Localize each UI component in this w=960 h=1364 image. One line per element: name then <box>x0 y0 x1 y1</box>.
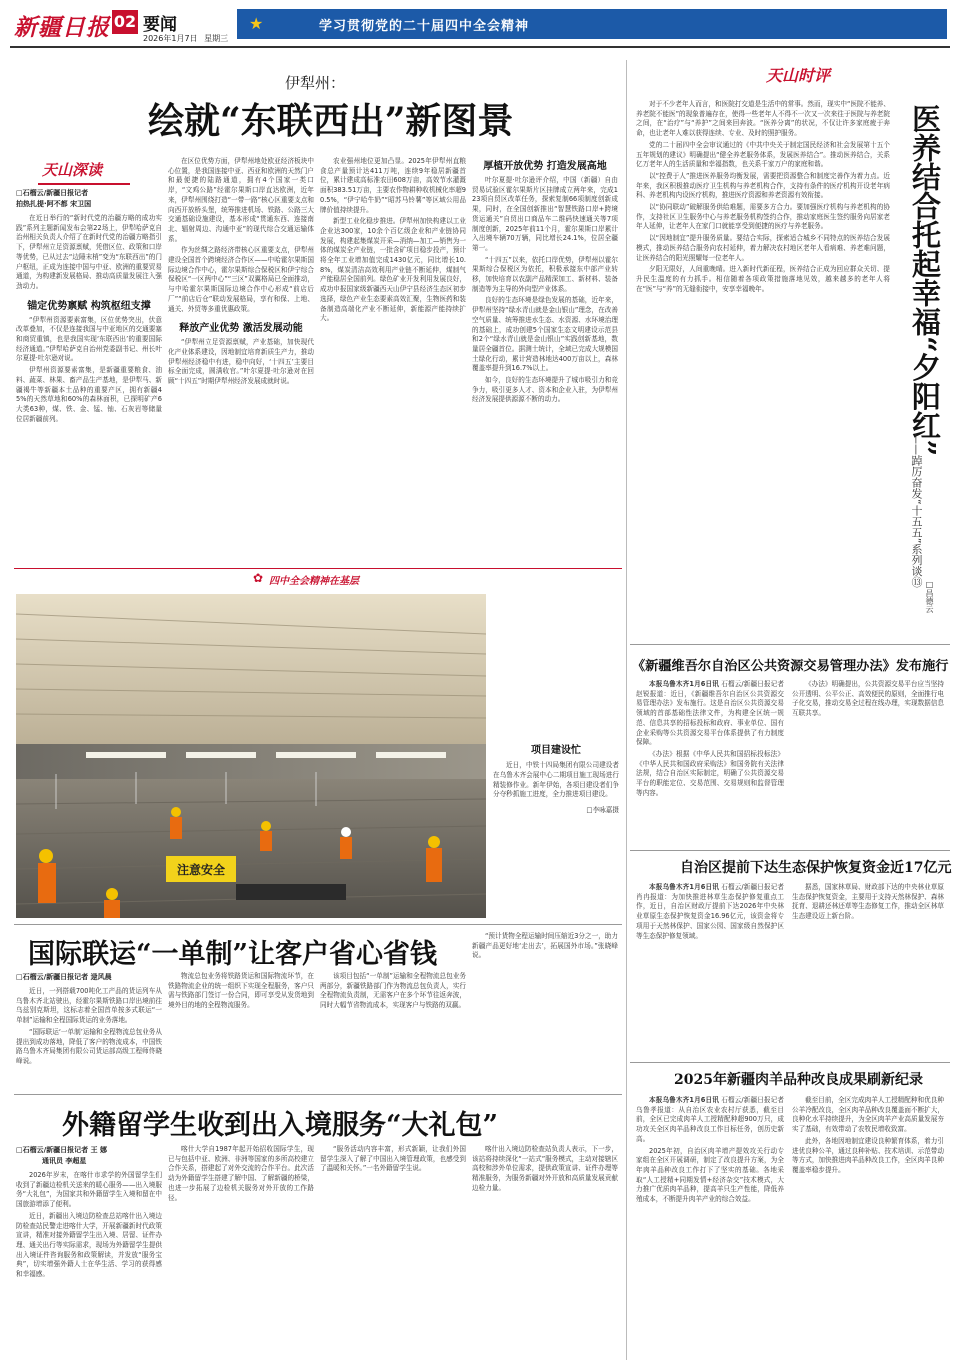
paragraph: 以“控费于人”推进医养服务均衡发展，需要把资源整合和制度完善作为着力点。近年来，我区积极推动医疗卫生机构与养老机构合作，支持有条件的医疗机构开设老年病科、养老机构内设医疗机构，推进医疗资源和养老资源有效衔接。 <box>636 171 890 200</box>
paragraph: 夕阳无限好，人间重晚晴。进入新时代新征程，医养结合正成为回应群众关切、提升民生温度的有力抓手。相信随着各项政策措施落地见效，越来越多的老年人将在“医”与“养”的无缝衔接中，安享幸福晚年。 <box>636 265 890 293</box>
article2-headline: 医养结合托起幸福“夕阳红” <box>908 104 942 457</box>
article6-col1 <box>16 1145 162 1359</box>
paragraph: 截至目前，全区完成肉羊人工授精配种和优良种公羊冷配改良，全区肉羊品种改良覆盖面不断扩大，良种化水平持续提升，为全区肉羊产业高质量发展夯实了基础，有效带动了农牧民增收致富。 <box>792 1096 944 1134</box>
article4-p1: 石榴云/新疆日报记者肖冉报道：为加快推进林草生态保护修复重点工作，近日，自治区财政厅提前下达2026年中央林业草原生态保护恢复资金16.96亿元，该资金将专项用于天然林保护、国家公园、国家级自然保护区等生态保护修复领域。 <box>636 883 784 940</box>
paragraph: 在近日举行的“新时代党的治疆方略的成功实践”系列主题新闻发布会第22场上，伊犁哈萨克自治州相关负责人介绍了在新时代党的治疆方略指引下，伊犁州立足资源禀赋，凭借区位、政策和口岸等优势，已从过去“边陲末梢”变为“东联西出”的门户枢纽，正成为连接中国与中亚、欧洲的重要贸易通道，为构建新发展格局、推动高质量发展注入强劲动力。 <box>16 214 162 290</box>
paragraph: 2025年初，自治区肉羊增产提效攻关行动专家组在全区开展调研，制定了改良提升方案，为全年肉羊品种改良工作打下了坚实的基础。各地采取“人工授精+同期发情+经济杂交”技术模式，大力推广优质肉羊品种，提高羊只生产性能，降低养殖成本，不断提升肉羊产业的综合效益。 <box>636 1146 784 1204</box>
article1-byline1: □石榴云/新疆日报记者 <box>16 189 89 197</box>
article1-col1 <box>16 188 162 548</box>
article2-body <box>636 100 890 640</box>
article5-headline: 国际联运“一单制”让客户省心省钱 <box>28 939 438 970</box>
article2-subtitle: ——踔厉奋发“十五五”系列谈⑬ <box>910 433 923 588</box>
article1-kicker: 伊犁州： <box>285 74 346 92</box>
paragraph: 农业强州地位更加凸显。2025年伊犁州直粮食总产量预计达411万吨，连续9年稳居新疆首位，累计建成高标准农田608万亩，高效节水灌溉面积383.51万亩，主要农作物耕种收机械化率超90.5%，“伊宁哈牛奶”“昭苏马铃薯”等区域公用品牌价值持续提升。 <box>320 157 466 214</box>
theme-banner <box>237 9 947 39</box>
article7-col2 <box>792 1096 944 1358</box>
paragraph: 喀什大学自1987年起开始招收国际学生，现已与包括中亚、欧洲、非洲等国家的多所高校建立合作关系，搭建起了对外交流的合作平台。此次活动为外籍留学生搭建了解中国、了解新疆的桥梁，也进一步拓展了边检机关服务对外开放的工作路径。 <box>168 1145 314 1202</box>
paragraph: 该项目包括“一单制”运输和全程物流总包业务两部分，新疆铁路部门作为物流总包负责人，实行全程物流负责制，无需客户在多个环节往返奔波，同时大幅节省物流成本，实现客户与铁路的双赢。 <box>320 972 466 1010</box>
article1-subheading2: 释放产业优势 激活发展动能 <box>179 323 303 335</box>
masthead <box>0 0 960 60</box>
paragraph: 近日，一列搭载700吨化工产品的货运列车从乌鲁木齐北站驶出，经霍尔果斯铁路口岸出境前往乌兹别克斯坦，这标志着全国首单按多式联运“一单制”运输和全程国际货运的业务落地。 <box>16 987 162 1025</box>
paragraph: “十四五”以来，依托口岸优势，伊犁州以霍尔果斯综合保税区为依托，积极承接东中部产业转移，加快培育以农副产品精深加工、新材料、装备制造等为主导的外向型产业体系。 <box>472 255 618 293</box>
article4-lead: 本报乌鲁木齐1月6日讯 <box>649 883 719 891</box>
paragraph <box>636 1096 784 1145</box>
paragraph: 物流总包业务将铁路货运和国际物流环节，在铁路物流企业的统一组织下实现全程服务，客户只需与铁路部门签订一份合同，即可享受从发货地到境外目的地的全程物流服务。 <box>168 972 314 1010</box>
paragraph: “国际联运‘一单制’运输和全程物流总包业务从提出到成功落地，降低了客户的物流成本，中国铁路乌鲁木齐局集团有限公司货运部高级工程师佟晓峰说。 <box>16 1027 162 1065</box>
article4-col1 <box>636 883 784 1063</box>
paragraph <box>636 680 784 748</box>
paragraph: 《办法》明确提出，公共资源交易平台应当坚持公开透明、公平公正、高效便民的原则，全面推行电子化交易，推动交易全过程在线办理，实现数据信息互联共享。 <box>792 680 944 718</box>
paragraph: “预计货物全程运输时间压缩近3分之一，助力新疆产品更好地‘走出去’，拓展国外市场。”张晓峰说。 <box>472 932 618 960</box>
issue-weekday: 星期三 <box>204 34 229 43</box>
article1-col2 <box>168 157 314 548</box>
article3-p1: 石榴云/新疆日报记者赵锐报道：近日，《新疆维吾尔自治区公共资源交易管理办法》发布施行。这是自治区公共资源交易领域的首部基础性法律文件，为构建全区统一规范、信息共享的招标投标和政府、事业单位、国有企业采购等公共资源交易平台体系提供了有力制度保障。 <box>636 680 784 747</box>
article7-col1 <box>636 1096 784 1358</box>
paragraph: 在区位优势方面，伊犁州地处欧亚经济板块中心位置，是我国连接中亚、西亚和欧洲的天然门户和最便捷的陆路通道，拥有4个国家一类口岸，“文鸡公路”经霍尔果斯口岸直达欧洲，近年来，伊犁州围绕打造“一带一路”核心区重要支点和向西开放桥头堡，统筹推进机场、铁路、公路三大交通基础设施建设，基本形成“贯通东西、连接南北、辐射周边、沟通中亚”的现代综合交通运输体系。 <box>168 157 314 243</box>
paragraph: 《办法》根据《中华人民共和国招标投标法》《中华人民共和国政府采购法》和国务院有关法律法规，结合自治区实际制定，明确了公共资源交易平台的职能定位、交易范围、交易规则和监督管理等内容。 <box>636 749 784 797</box>
paragraph: “服务活动内容丰富，形式新颖，让我们外国留学生深入了解了中国出入境管理政策，也感受到了温暖和关怀。”一名外籍留学生说。 <box>320 1145 466 1173</box>
article5-col4 <box>472 932 618 1090</box>
photo-construction-site <box>16 594 486 918</box>
article5-col1 <box>16 972 162 1090</box>
article6-col3 <box>320 1145 466 1359</box>
article5-col3 <box>320 972 466 1090</box>
paragraph: 对于不少老年人而言，和医院打交道是生活中的常事。然而，现实中“医院不能养、养老院不能医”的现象普遍存在，使得一些老年人不得不一次又一次来往于医院与养老院之间，在“治疗”与“养护”之间来回奔波。“医养分离”的状况，不仅让许多家庭疲于奔命，也让老年人难以获得连续、专业、及时的照护服务。 <box>636 100 890 138</box>
caption-title: 项目建设忙 <box>531 745 581 756</box>
banner-star-icon: ★ <box>249 14 264 33</box>
photo-bottom-rule <box>14 924 622 925</box>
article1-col4 <box>472 157 618 548</box>
section-title: 要闻 <box>143 15 177 35</box>
paragraph: 2026年岁末，在喀什市求学的外国留学生们收到了新疆边检机关送来的暖心服务——出入境服务“大礼包”，为国家共和外籍留学生入境和留在中国旅游增添了便利。 <box>16 1171 162 1209</box>
photo-top-rule <box>14 568 622 569</box>
article2-author: □昌德云 <box>925 580 934 613</box>
article4-col2 <box>792 883 944 1063</box>
issue-date-text: 2026年1月7日 <box>143 34 198 43</box>
section-rule <box>630 644 950 645</box>
article1-subheading1: 锚定优势禀赋 构筑枢纽支撑 <box>27 300 151 312</box>
paragraph: 此外，各地因地制宜建设良种繁育体系，着力引进优良种公羊，通过良种补贴、技术培训、示范带动等方式，加快推进肉羊品种改良工作，全区肉羊良种覆盖率稳步提升。 <box>792 1136 944 1174</box>
paragraph: 如今，良好的生态环境提升了城市吸引力和竞争力，吸引更多人才、资本和企业入驻，为伊犁州经济发展提供源源不断的动力。 <box>472 376 618 404</box>
photo-illustration <box>16 594 486 918</box>
paragraph: “伊犁州立足资源禀赋，产业基础，加快现代化产业体系建设，因地制宜培育新质生产力，推动伊犁州经济稳中有进，稳中向好，‘十四五’主要目标全面完成，圆满收官。”叶尔夏提·吐尔逊对在回顾“十四五”时期伊犁州经济发展成就时说。 <box>168 338 314 386</box>
article3-headline: 《新疆维吾尔自治区公共资源交易管理办法》发布施行 <box>632 659 949 674</box>
paragraph: 新型工业化稳步推进。伊犁州加快构建以工业企业达300家，10余个百亿级企业和产业链协同发展，构建起集煤炭开采—消纳—加工—销售为一体的煤炭全产业链，一批含矿项目稳步投产，预计将全年工业增加值完成1430亿元，同比增长10.8%，煤炭清洁高效利用产业链不断延伸，煤制气产能稳居全国前列。绿色矿业开发利用发展良好，成功申报国家级新疆西天山伊宁县经济生态区初步选择，绿色产业生态要素高效汇聚，生物医药和装备制造高端化产业不断延伸，新能源产能持续扩大。 <box>320 217 466 323</box>
article4-headline: 自治区提前下达生态保护恢复资金近17亿元 <box>680 860 952 876</box>
article3-col1 <box>636 680 784 845</box>
paragraph: 近日，新疆出入境边防检查总站喀什出入境边防检查站民警走进喀什大学，开展新疆新时代政策宣讲，精准对接外籍留学生出入境、居留、证件办理、通关出行等实际需求，现场为外籍留学生提供出入境证件咨询服务和政策解读，并发放“服务宝典”，切实增强外籍人士在华生活、学习的获得感和幸福感。 <box>16 1211 162 1279</box>
masthead-rule <box>10 46 950 48</box>
safety-sign-text: 注意安全 <box>176 863 226 877</box>
banner-text: 学习贯彻党的二十届四中全会精神 <box>319 19 530 34</box>
caption-text: 近日，中铁十四局集团有限公司建设者在乌鲁木齐会展中心二期项目施工现场进行精装修作业。新年伊始，各项目建设者们争分夺秒抓施工进度，全力推进项目建设。 <box>493 761 619 799</box>
column-logo-tianshan-shiping <box>766 61 852 87</box>
article1-byline2: 拍热扎提·阿不都 宋卫国 <box>16 200 92 208</box>
paragraph: 良好的生态环境是绿色发展的基础，近年来，伊犁州坚持“绿水青山就是金山银山”理念，在改善空气质量、统筹推进水生态、水资源、水环境治理的基础上，成功创建5个国家生态文明建设示范县和2个“绿水青山就是金山银山”实践创新基地，数量居全疆首位。据测土统计，全域已完成大规模国土绿化行动，累计营造林地达400万亩以上，森林覆盖率提升到16.7%以上。 <box>472 296 618 373</box>
column-logo-text: 天山深读 <box>42 161 103 179</box>
tag-flower-icon: ✿ <box>253 571 264 585</box>
paragraph: 喀什出入境边防检查站负责人表示，下一步，该站将持续深化“一站式”服务模式，主动对接辖区高校和涉外单位需求，提供政策宣讲、证件办理等精准服务，为服务新疆对外开放和高质量发展贡献边检力量。 <box>472 1145 618 1192</box>
column-logo-tianshan-shendu <box>38 157 130 185</box>
article7-lead: 本报乌鲁木齐1月6日讯 <box>649 1096 719 1104</box>
paragraph: 作为丝绸之路经济带核心区重要支点，伊犁州建设全国首个跨境经济合作区——中哈霍尔果斯国际边境合作中心，霍尔果斯综合保税区和伊宁综合保税区“一区两中心”“三区”双翼格局已全面推动，与中哈霍尔果斯国际边境合作中心形成“前店后厂”“前店后仓”联动发展格局，享有和保、上地、通关、外贸等多重优惠政策。 <box>168 246 314 313</box>
column-divider <box>626 60 627 1360</box>
article6-col4 <box>472 1145 618 1359</box>
photo-credit: □李咏嘉摄 <box>586 806 619 815</box>
paragraph: 以“协同联动”破解服务供给难题，需要多方合力。要加强医疗机构与养老机构的协作，支持社区卫生服务中心与养老服务机构签约合作，推动家庭医生签约服务向居家老年人延伸，让老年人在家门口就能享受到便捷的医疗与养老服务。 <box>636 203 890 231</box>
masthead-logo: 新疆日报 <box>14 14 110 41</box>
article1-col3 <box>320 157 466 548</box>
article6-headline: 外籍留学生收到出入境服务“大礼包” <box>62 1110 499 1141</box>
section-rule <box>630 850 950 851</box>
photo-caption-box <box>493 741 619 917</box>
photo-tag-text: 四中全会精神在基层 <box>269 576 359 587</box>
section-rule <box>14 1094 622 1095</box>
article7-p1: 石榴云/新疆日报记者乌鲁孝报道：从自治区农业农村厅获悉，截至目前，全区已完成肉羊人工授精配种超900万只，成功攻关全区肉羊品种改良工作目标任务，创历史新高。 <box>636 1096 784 1143</box>
article5-col2 <box>168 972 314 1090</box>
paragraph: 伊犁州资源要素富集，是新疆重要粮食、油料、蔬菜、林果、畜产品生产基地，是伊犁马、新疆褐牛等新疆本土品种的重要产区，拥有新疆45%的天然草地和60%的森林面积，已探明矿产6大类63种，煤、铁、金、锰、铀、石灰岩等储量位居新疆前列。 <box>16 366 162 423</box>
paragraph: 据悉，国家林草局、财政部下达的中央林业草原生态保护恢复资金，主要用于支持天然林保护、森林抚育、退耕还林还草等生态修复工作，推动全区林草生态建设迈上新台阶。 <box>792 883 944 921</box>
article3-col2 <box>792 680 944 845</box>
article6-byline2: 通讯员 李超星 <box>42 1157 87 1165</box>
issue-date <box>143 33 228 44</box>
paragraph: 叶尔夏提·吐尔逊评介绍，中国（新疆）自由贸易试验区霍尔果斯片区挂牌成立两年来，完成123项自贸区改革任务，探索复制66项制度创新成果，同时，在全国创新推出“智慧铁路口岸+跨境货运通关”自贸出口商品车二维码快速通关等7项制度创新，2025年前11个月，霍尔果斯口岸累计入出境车辆70万辆，同比增长24.1%，位居全疆第一。 <box>472 176 618 252</box>
section-rule <box>630 1062 950 1063</box>
article3-lead: 本报乌鲁木齐1月6日讯 <box>649 680 719 688</box>
article1-headline: 绘就“东联西出”新图景 <box>148 100 514 142</box>
paragraph <box>636 883 784 941</box>
paragraph: “伊犁州资源要素富集，区位优势突出，伏意改革叠加，不仅是连接我国与中亚地区的交通要塞和商贸重镇，也是我国实现‘东联西出’的重要国际经济通道。”伊犁哈萨克自治州党委副书记、州长叶尔夏提·吐尔逊对说。 <box>16 315 162 363</box>
article6-col2 <box>168 1145 314 1359</box>
article1-subheading3: 厚植开放优势 打造发展高地 <box>483 161 607 172</box>
article6-byline1: □石榴云/新疆日报记者 王 娜 <box>16 1146 108 1154</box>
paragraph: 以“因地制宜”提升服务质量。要结合实际，探索适合城乡不同特点的医养结合发展模式，推动医养结合服务向农村延伸，着力解决农村地区老年人看病难、养老难问题，让医养结合的阳光照耀每一位老年人。 <box>636 234 890 262</box>
paragraph: 党的二十届四中全会审议通过的《中共中央关于制定国民经济和社会发展第十五个五年规划的建议》明确提出“健全养老服务体系，发展医养结合”。推动医养结合，关系亿万老年人的生活质量和幸福指数，也关系千家万户的家庭和谐。 <box>636 140 890 169</box>
article5-byline: □石榴云/新疆日报记者 逯风晨 <box>16 973 112 981</box>
column-logo-text: 天山时评 <box>766 66 831 85</box>
page-number-badge: 02 <box>112 10 138 34</box>
article7-headline: 2025年新疆肉羊品种改良成果刷新纪录 <box>674 1072 923 1088</box>
